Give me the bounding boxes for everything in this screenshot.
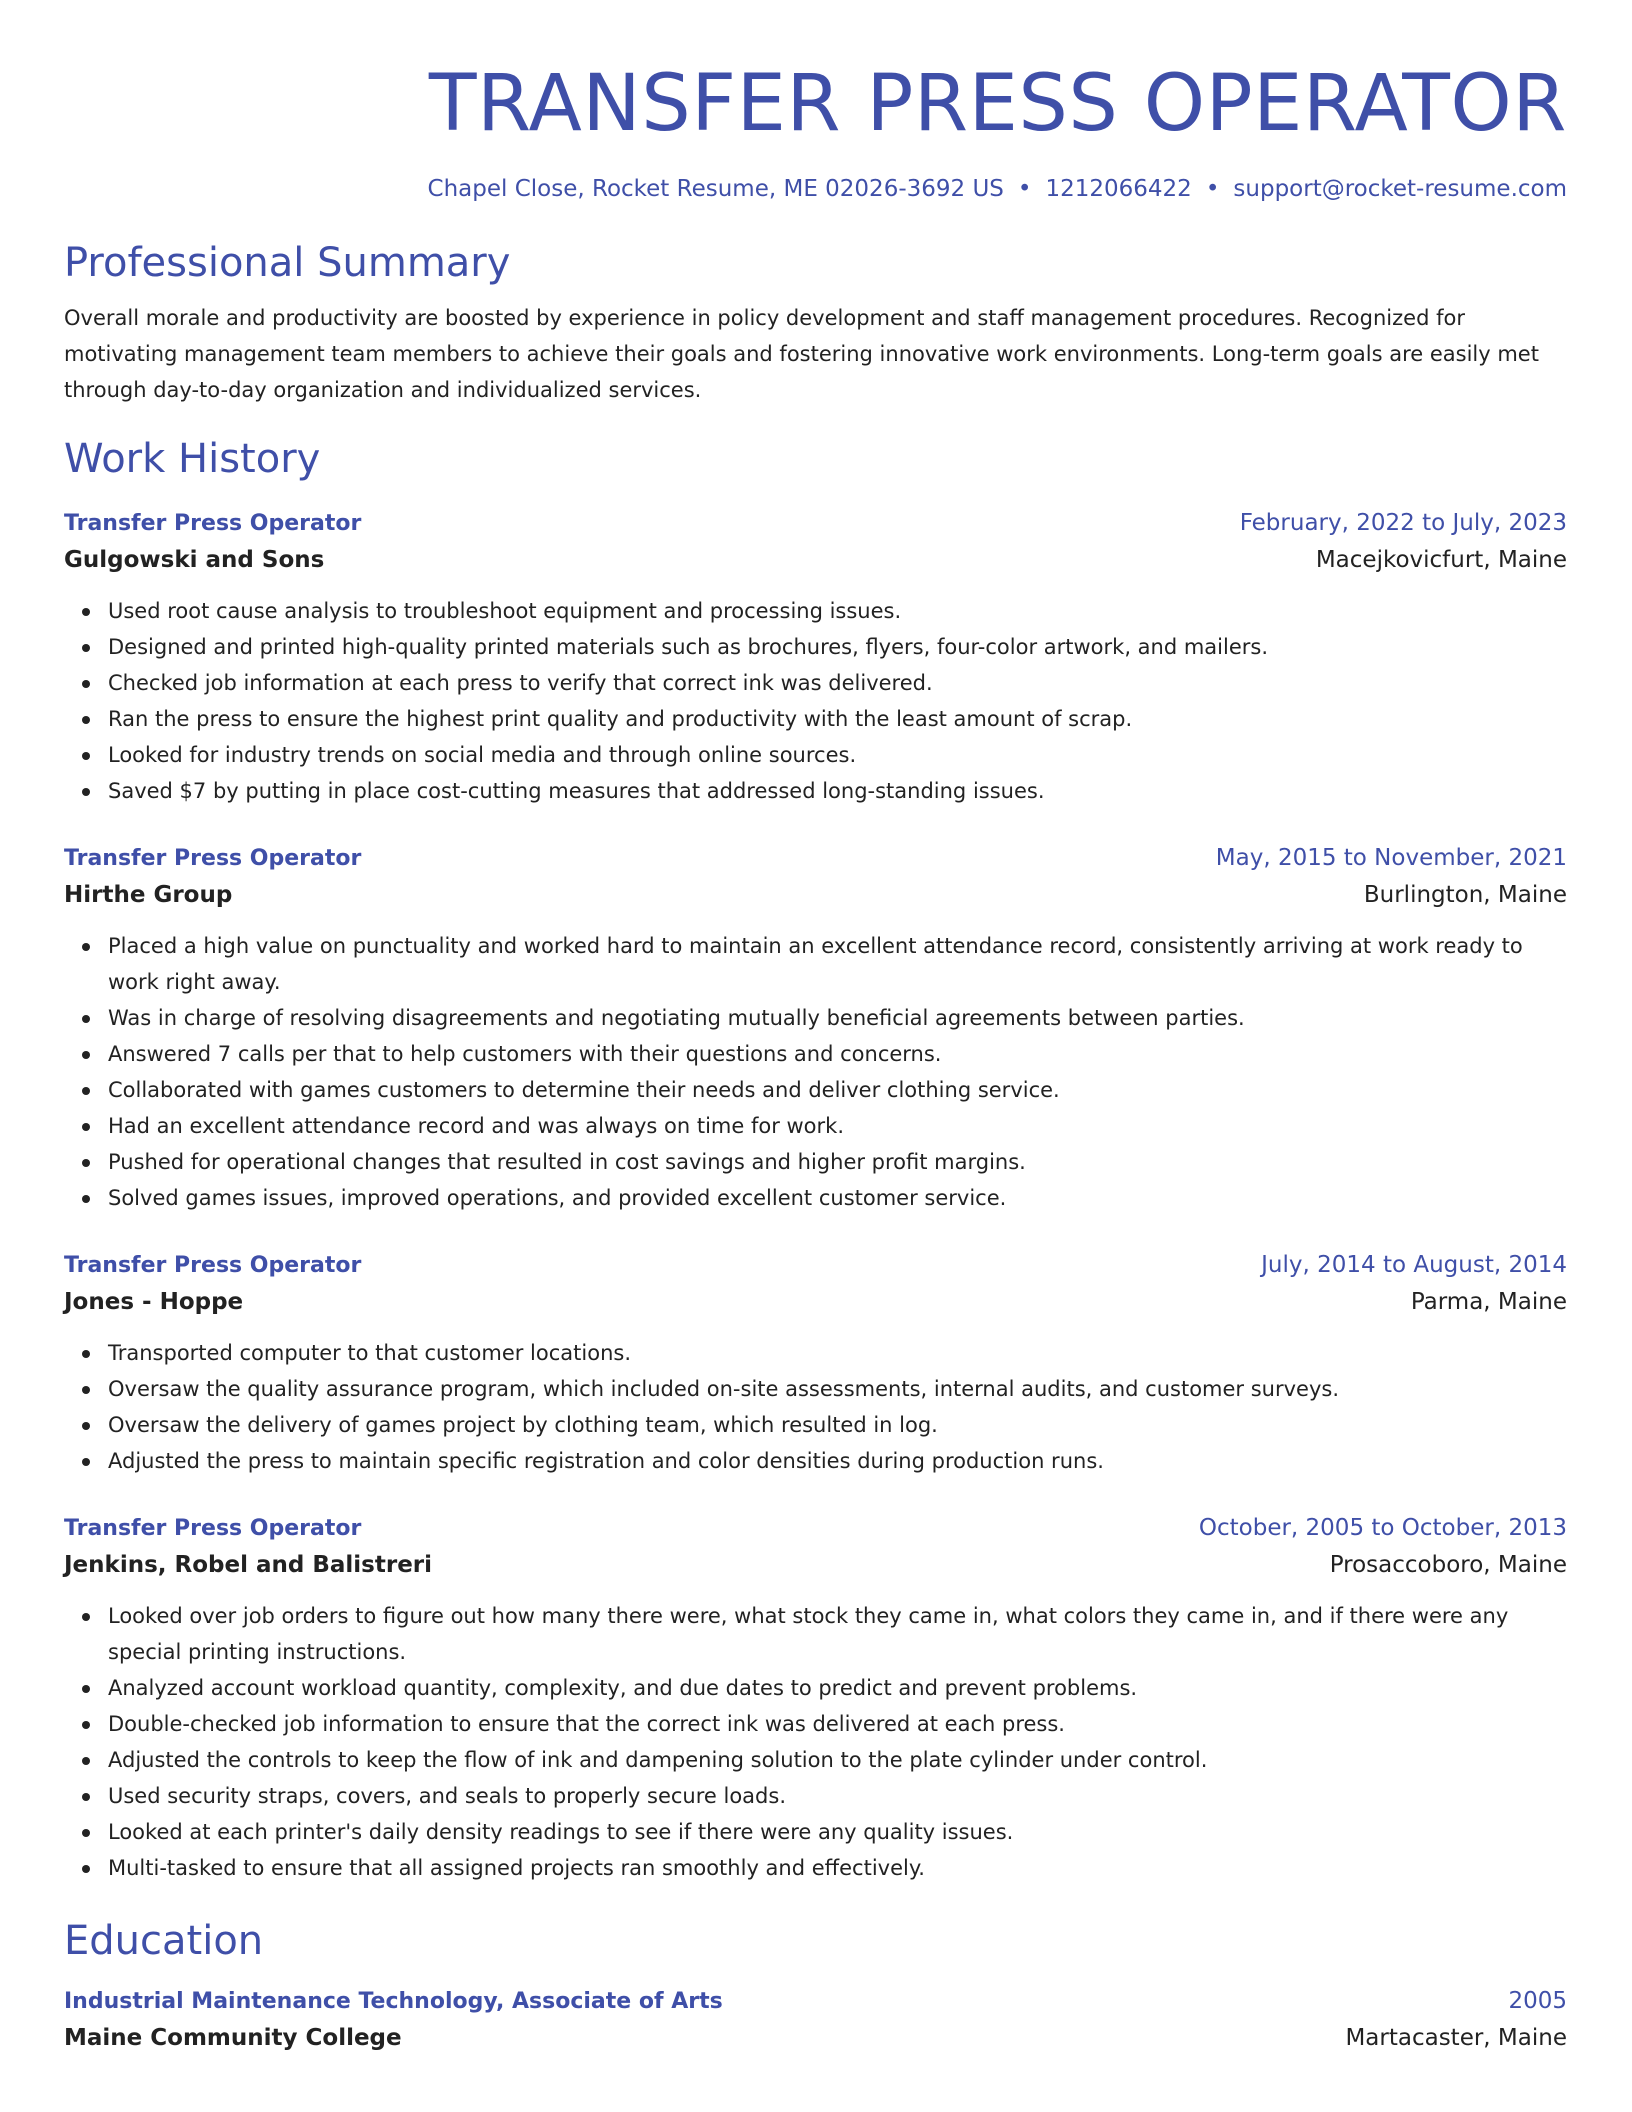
contact-line <box>64 174 1567 204</box>
contact-address: Chapel Close, Rocket Resume, ME 02026-3692 US <box>427 176 1004 202</box>
education-degree: Industrial Maintenance Technology, Associate of Arts <box>64 1989 723 2014</box>
job-bullet: Double-checked job information to ensure that the correct ink was delivered at each press. <box>108 1706 1567 1742</box>
job-location: Macejkovicfurt, Maine <box>1315 547 1567 573</box>
job-entry <box>64 1248 1567 1479</box>
job-bullet: Ran the press to ensure the highest print quality and productivity with the least amount of scrap. <box>108 701 1567 737</box>
contact-phone: 1212066422 <box>1045 176 1192 202</box>
contact-separator: • <box>1017 176 1032 202</box>
job-bullets <box>64 928 1567 1216</box>
job-bullet: Pushed for operational changes that resulted in cost savings and higher profit margins. <box>108 1144 1567 1180</box>
job-title: Transfer Press Operator <box>64 846 362 871</box>
job-bullet: Was in charge of resolving disagreements and negotiating mutually beneficial agreements between parties. <box>108 1000 1567 1036</box>
candidate-name: TRANSFER PRESS OPERATOR <box>428 59 1567 149</box>
job-dates: October, 2005 to October, 2013 <box>1198 1515 1567 1541</box>
education-location: Martacaster, Maine <box>1345 2025 1567 2051</box>
job-entry <box>64 506 1567 809</box>
job-bullet: Used security straps, covers, and seals to properly secure loads. <box>108 1778 1567 1814</box>
job-location: Prosaccoboro, Maine <box>1329 1552 1567 1578</box>
job-bullet: Looked for industry trends on social media and through online sources. <box>108 737 1567 773</box>
job-bullet: Used root cause analysis to troubleshoot equipment and processing issues. <box>108 593 1567 629</box>
summary-heading: Professional Summary <box>64 240 511 286</box>
job-bullet: Oversaw the delivery of games project by clothing team, which resulted in log. <box>108 1407 1567 1443</box>
job-bullet: Adjusted the controls to keep the flow of ink and dampening solution to the plate cylinder under control. <box>108 1742 1567 1778</box>
job-title: Transfer Press Operator <box>64 511 362 536</box>
job-company: Gulgowski and Sons <box>64 547 325 573</box>
job-bullet: Transported computer to that customer locations. <box>108 1335 1567 1371</box>
contact-separator: • <box>1205 176 1220 202</box>
job-bullet: Solved games issues, improved operations, and provided excellent customer service. <box>108 1180 1567 1216</box>
job-bullet: Checked job information at each press to verify that correct ink was delivered. <box>108 665 1567 701</box>
job-bullet: Looked at each printer's daily density readings to see if there were any quality issues. <box>108 1814 1567 1850</box>
job-bullet: Had an excellent attendance record and was always on time for work. <box>108 1108 1567 1144</box>
job-entry <box>64 1511 1567 1886</box>
job-bullet: Collaborated with games customers to determine their needs and deliver clothing service. <box>108 1072 1567 1108</box>
education-year: 2005 <box>1508 1988 1567 2014</box>
job-bullets <box>64 1335 1567 1479</box>
job-location: Parma, Maine <box>1410 1289 1567 1315</box>
job-entry <box>64 841 1567 1216</box>
job-company: Jenkins, Robel and Balistreri <box>64 1552 433 1578</box>
education-heading: Education <box>64 1918 264 1964</box>
job-bullets <box>64 593 1567 809</box>
job-dates: May, 2015 to November, 2021 <box>1215 845 1567 871</box>
job-dates: July, 2014 to August, 2014 <box>1261 1252 1567 1278</box>
summary-text: Overall morale and productivity are boosted by experience in policy development and staff management procedures. Recognized for motivating management team members to achieve their goals and fostering innovative work environments. Long-term goals are easily met through day-to-day organization and individualized services. <box>64 306 1539 402</box>
job-bullet: Answered 7 calls per that to help customers with their questions and concerns. <box>108 1036 1567 1072</box>
job-bullet: Adjusted the press to maintain specific registration and color densities during production runs. <box>108 1443 1567 1479</box>
job-bullet: Saved $7 by putting in place cost-cutting measures that addressed long-standing issues. <box>108 773 1567 809</box>
education-school: Maine Community College <box>64 2025 402 2051</box>
job-bullet: Looked over job orders to figure out how many there were, what stock they came in, what colors they came in, and if there were any special printing instructions. <box>108 1598 1567 1670</box>
contact-email: support@rocket-resume.com <box>1233 176 1567 202</box>
job-bullets <box>64 1598 1567 1886</box>
job-location: Burlington, Maine <box>1363 882 1567 908</box>
job-title: Transfer Press Operator <box>64 1516 362 1541</box>
job-bullet: Oversaw the quality assurance program, which included on-site assessments, internal audits, and customer surveys. <box>108 1371 1567 1407</box>
job-dates: February, 2022 to July, 2023 <box>1239 510 1567 536</box>
resume-page <box>64 0 1567 2057</box>
job-bullet: Designed and printed high-quality printed materials such as brochures, flyers, four-color artwork, and mailers. <box>108 629 1567 665</box>
job-bullet: Placed a high value on punctuality and worked hard to maintain an excellent attendance record, consistently arriving at work ready to work right away. <box>108 928 1567 1000</box>
job-company: Jones - Hoppe <box>64 1289 244 1315</box>
work-history-heading: Work History <box>64 436 321 482</box>
job-bullet: Analyzed account workload quantity, complexity, and due dates to predict and prevent problems. <box>108 1670 1567 1706</box>
education-entry <box>64 1984 1567 2057</box>
job-company: Hirthe Group <box>64 882 233 908</box>
job-bullet: Multi-tasked to ensure that all assigned projects ran smoothly and effectively. <box>108 1850 1567 1886</box>
job-title: Transfer Press Operator <box>64 1253 362 1278</box>
